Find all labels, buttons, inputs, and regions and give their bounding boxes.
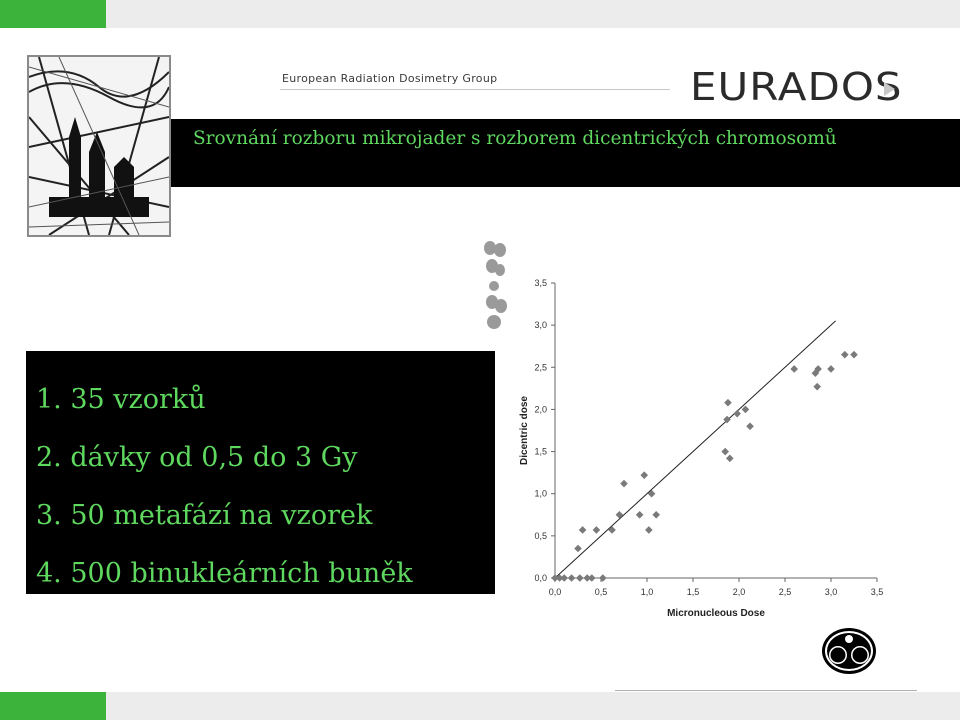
y-tick-label: 1,5 — [534, 446, 547, 457]
x-axis-label: Micronucleous Dose — [667, 608, 765, 619]
data-point — [841, 351, 849, 359]
data-point — [579, 526, 587, 534]
data-point — [733, 410, 741, 418]
data-point — [616, 511, 624, 519]
x-tick-label: 1,5 — [686, 587, 700, 597]
y-tick-label: 1,0 — [534, 488, 547, 499]
data-point — [593, 526, 601, 534]
artwork-drawing — [29, 57, 169, 235]
binucleated-cell-icon — [820, 626, 878, 676]
data-point — [560, 574, 568, 582]
data-point — [746, 422, 754, 430]
data-point — [652, 511, 660, 519]
footer-rule — [615, 690, 917, 691]
x-tick-label: 0,0 — [548, 587, 562, 597]
chromosome-icon — [480, 240, 512, 332]
eurados-brand: EURADOS — [690, 63, 903, 110]
regression-line — [555, 321, 836, 578]
y-tick-label: 2,5 — [534, 362, 547, 373]
y-tick-label: 0,5 — [534, 530, 547, 541]
y-tick-label: 0,0 — [534, 573, 547, 583]
bottom-accent-bar — [0, 692, 960, 720]
x-tick-label: 2,0 — [732, 587, 746, 597]
list-item: 4. 500 binukleárních buněk — [36, 558, 413, 589]
data-point — [813, 383, 821, 391]
slide-title: Srovnání rozboru mikrojader s rozborem dicentrických chromosomů — [193, 128, 837, 149]
data-point — [724, 399, 732, 407]
data-point — [588, 574, 596, 582]
scatter-chart — [510, 265, 900, 625]
data-point — [640, 471, 648, 479]
x-tick-label: 2,5 — [778, 587, 792, 597]
slide-title-box — [171, 119, 960, 187]
y-axis-label: Dicentric dose — [519, 396, 530, 465]
data-point — [648, 490, 656, 498]
top-accent-bar — [0, 0, 960, 28]
data-point — [726, 455, 734, 463]
y-tick-label: 2,0 — [534, 404, 547, 415]
group-name: European Radiation Dosimetry Group — [282, 72, 498, 85]
data-point — [568, 574, 576, 582]
data-point — [850, 351, 858, 359]
header-rule — [280, 89, 670, 90]
top-accent-green — [0, 0, 106, 28]
list-item: 1. 35 vzorků — [36, 384, 206, 415]
data-point — [721, 448, 729, 456]
data-point — [827, 365, 835, 373]
data-point — [574, 545, 582, 553]
list-item: 2. dávky od 0,5 do 3 Gy — [36, 442, 358, 473]
data-point — [742, 406, 750, 414]
data-point — [576, 574, 584, 582]
list-item: 3. 50 metafází na vzorek — [36, 500, 373, 531]
x-tick-label: 1,0 — [640, 587, 654, 597]
brand-arrow-icon — [884, 82, 895, 96]
x-tick-label: 3,5 — [870, 587, 884, 597]
data-point — [790, 365, 798, 373]
chart-points — [551, 351, 858, 582]
eurados-artwork-logo — [27, 55, 171, 237]
x-tick-label: 3,0 — [824, 587, 838, 597]
data-point — [645, 526, 653, 534]
y-tick-label: 3,0 — [534, 320, 547, 331]
data-point — [636, 511, 644, 519]
y-tick-label: 3,5 — [534, 278, 547, 288]
summary-list — [36, 371, 413, 603]
summary-list-box — [26, 351, 495, 594]
data-point — [608, 526, 616, 534]
chart-fit-line — [555, 321, 836, 578]
x-tick-label: 0,5 — [594, 587, 608, 597]
data-point — [620, 480, 628, 488]
bottom-accent-green — [0, 692, 106, 720]
data-point — [599, 574, 607, 582]
